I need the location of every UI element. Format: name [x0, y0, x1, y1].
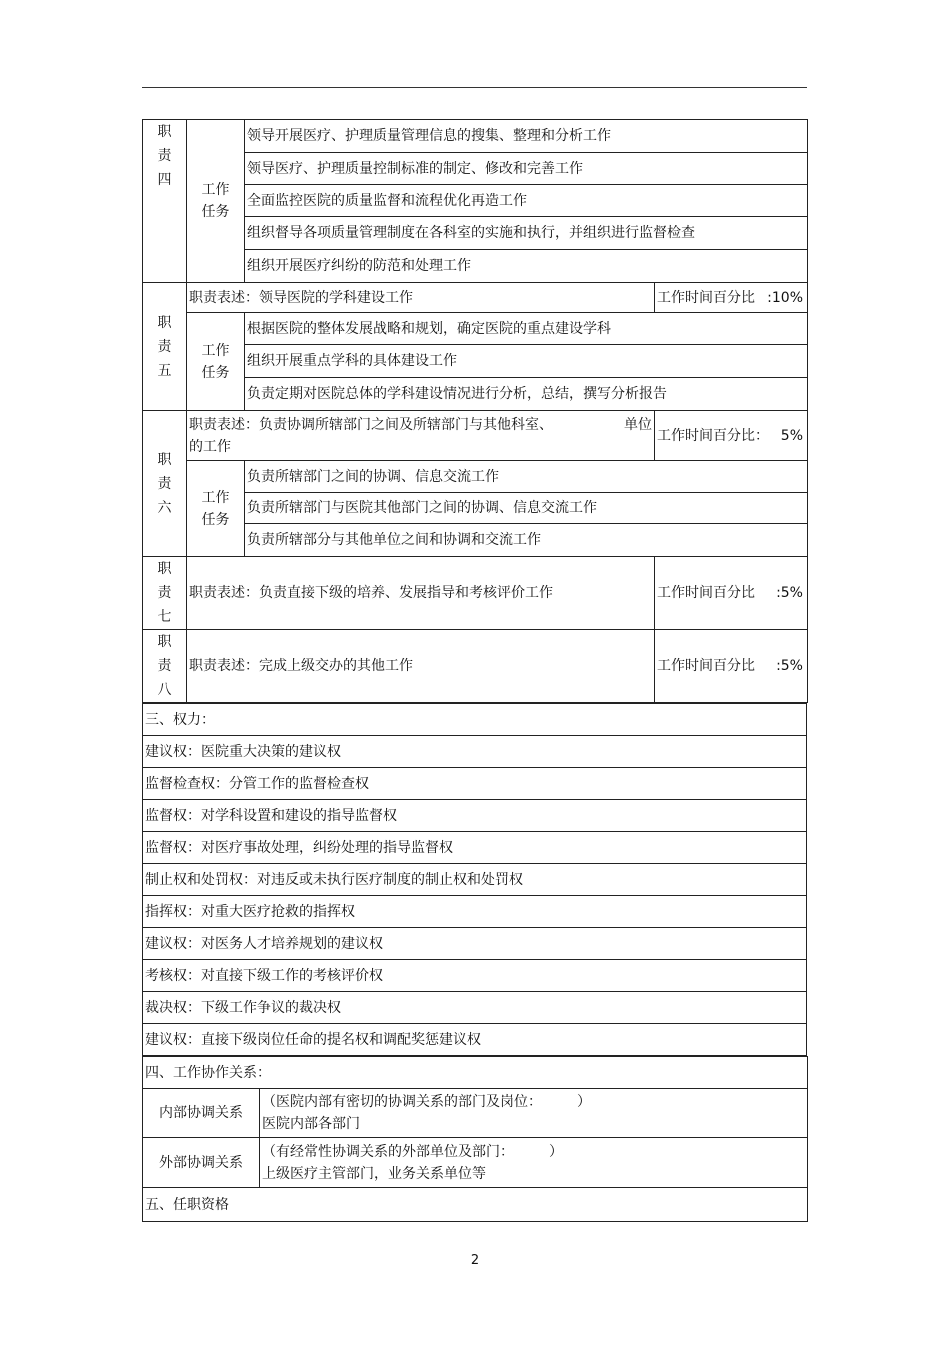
external-relations-label: 外部协调关系 [143, 1138, 260, 1188]
duty-number-char: 六 [157, 499, 172, 516]
work-time-percentage [655, 411, 808, 461]
duty-number-char: 责 [157, 338, 172, 355]
qualifications-heading: 五、任职资格 [143, 1188, 808, 1222]
pct-value: 5% [780, 427, 803, 444]
work-time-percentage [655, 557, 808, 630]
power-item: 建议权：直接下级岗位任命的提名权和调配奖惩建议权 [143, 1024, 807, 1056]
power-item: 制止权和处罚权：对违反或未执行医疗制度的制止权和处罚权 [143, 864, 807, 896]
duty-number-char: 职 [157, 561, 172, 577]
internal-relations [260, 1089, 808, 1138]
job-description-sheet [142, 119, 807, 1222]
external-relations [260, 1138, 808, 1188]
power-item: 考核权：对直接下级工作的考核评价权 [143, 960, 807, 992]
duty-number-char: 七 [157, 609, 172, 625]
task-label-line: 工作 [201, 342, 230, 359]
pct-label: 工作时间百分比： [657, 427, 769, 444]
power-item: 建议权：医院重大决策的建议权 [143, 736, 807, 768]
duty-statement: 职责表述：领导医院的学科建设工作 [187, 283, 655, 313]
pct-value: :5% [776, 658, 803, 674]
task-label-line: 任务 [201, 511, 230, 528]
duty-number-char: 五 [157, 362, 172, 379]
duty-number-char: 四 [157, 172, 172, 188]
duty-number [143, 630, 187, 703]
task-item: 负责所辖部门之间的协调、信息交流工作 [245, 461, 808, 493]
duty-number-char: 责 [157, 475, 172, 492]
pct-label: 工作时间百分比 [657, 289, 755, 306]
duty-statement [187, 411, 655, 461]
duty-number-char: 职 [157, 634, 172, 650]
task-item: 组织开展重点学科的具体建设工作 [245, 345, 808, 378]
duty-number [143, 557, 187, 630]
external-relations-note: （有经常性协调关系的外部单位及部门： ） [262, 1143, 563, 1160]
task-item: 负责所辖部门与医院其他部门之间的协调、信息交流工作 [245, 493, 808, 524]
task-label-line: 工作 [201, 489, 230, 506]
pct-value: :10% [767, 289, 803, 306]
powers-heading: 三、权力： [143, 704, 807, 736]
internal-relations-note: （医院内部有密切的协调关系的部门及岗位： ） [262, 1094, 591, 1110]
power-item: 裁决权：下级工作争议的裁决权 [143, 992, 807, 1024]
duties-table [142, 119, 808, 703]
task-label [187, 313, 245, 411]
duty-number-char: 责 [157, 658, 172, 674]
work-time-percentage [655, 630, 808, 703]
power-item: 监督权：对学科设置和建设的指导监督权 [143, 800, 807, 832]
power-item: 建议权：对医务人才培养规划的建议权 [143, 928, 807, 960]
relations-table [142, 1056, 808, 1222]
pct-label: 工作时间百分比 [657, 658, 755, 674]
task-label-line: 任务 [201, 364, 230, 381]
pct-value: :5% [776, 585, 803, 601]
duty-number-char: 责 [157, 585, 172, 601]
powers-table [142, 703, 807, 1056]
task-item: 领导开展医疗、护理质量管理信息的搜集、整理和分析工作 [245, 120, 808, 153]
statement-line2: 的工作 [189, 438, 231, 455]
duty-number-char: 职 [157, 124, 172, 140]
internal-relations-label: 内部协调关系 [143, 1089, 260, 1138]
duty-statement: 职责表述：完成上级交办的其他工作 [187, 630, 655, 703]
statement-main: 职责表述：负责协调所辖部门之间及所辖部门与其他科室、 [189, 416, 553, 433]
header-rule [142, 87, 807, 88]
page-number: 2 [470, 1253, 480, 1268]
duty-statement: 职责表述：负责直接下级的培养、发展指导和考核评价工作 [187, 557, 655, 630]
task-item: 领导医疗、护理质量控制标准的制定、修改和完善工作 [245, 153, 808, 185]
task-item: 组织开展医疗纠纷的防范和处理工作 [245, 250, 808, 283]
task-label [187, 461, 245, 557]
relations-heading: 四、工作协作关系： [143, 1057, 808, 1089]
internal-relations-value: 医院内部各部门 [262, 1116, 360, 1132]
task-item: 组织督导各项质量管理制度在各科室的实施和执行，并组织进行监督检查 [245, 217, 808, 250]
power-item: 监督权：对医疗事故处理，纠纷处理的指导监督权 [143, 832, 807, 864]
duty-number-char: 八 [157, 682, 172, 698]
work-time-percentage [655, 283, 808, 313]
duty-number [143, 120, 187, 283]
duty-number-char: 责 [157, 148, 172, 164]
duty-number-char: 职 [157, 451, 172, 468]
external-relations-value: 上级医疗主管部门，业务关系单位等 [262, 1165, 486, 1182]
task-item: 负责所辖部分与其他单位之间和协调和交流工作 [245, 524, 808, 557]
task-label-line: 工作 [201, 182, 230, 198]
task-label-line: 任务 [201, 204, 230, 220]
task-item: 负责定期对医院总体的学科建设情况进行分析，总结，撰写分析报告 [245, 378, 808, 411]
task-label [187, 120, 245, 283]
statement-tail: 单位 [624, 416, 652, 433]
duty-number [143, 283, 187, 411]
power-item: 监督检查权：分管工作的监督检查权 [143, 768, 807, 800]
duty-number [143, 411, 187, 557]
power-item: 指挥权：对重大医疗抢救的指挥权 [143, 896, 807, 928]
task-item: 根据医院的整体发展战略和规划，确定医院的重点建设学科 [245, 313, 808, 345]
duty-number-char: 职 [157, 314, 172, 331]
pct-label: 工作时间百分比 [657, 585, 755, 601]
task-item: 全面监控医院的质量监督和流程优化再造工作 [245, 185, 808, 217]
